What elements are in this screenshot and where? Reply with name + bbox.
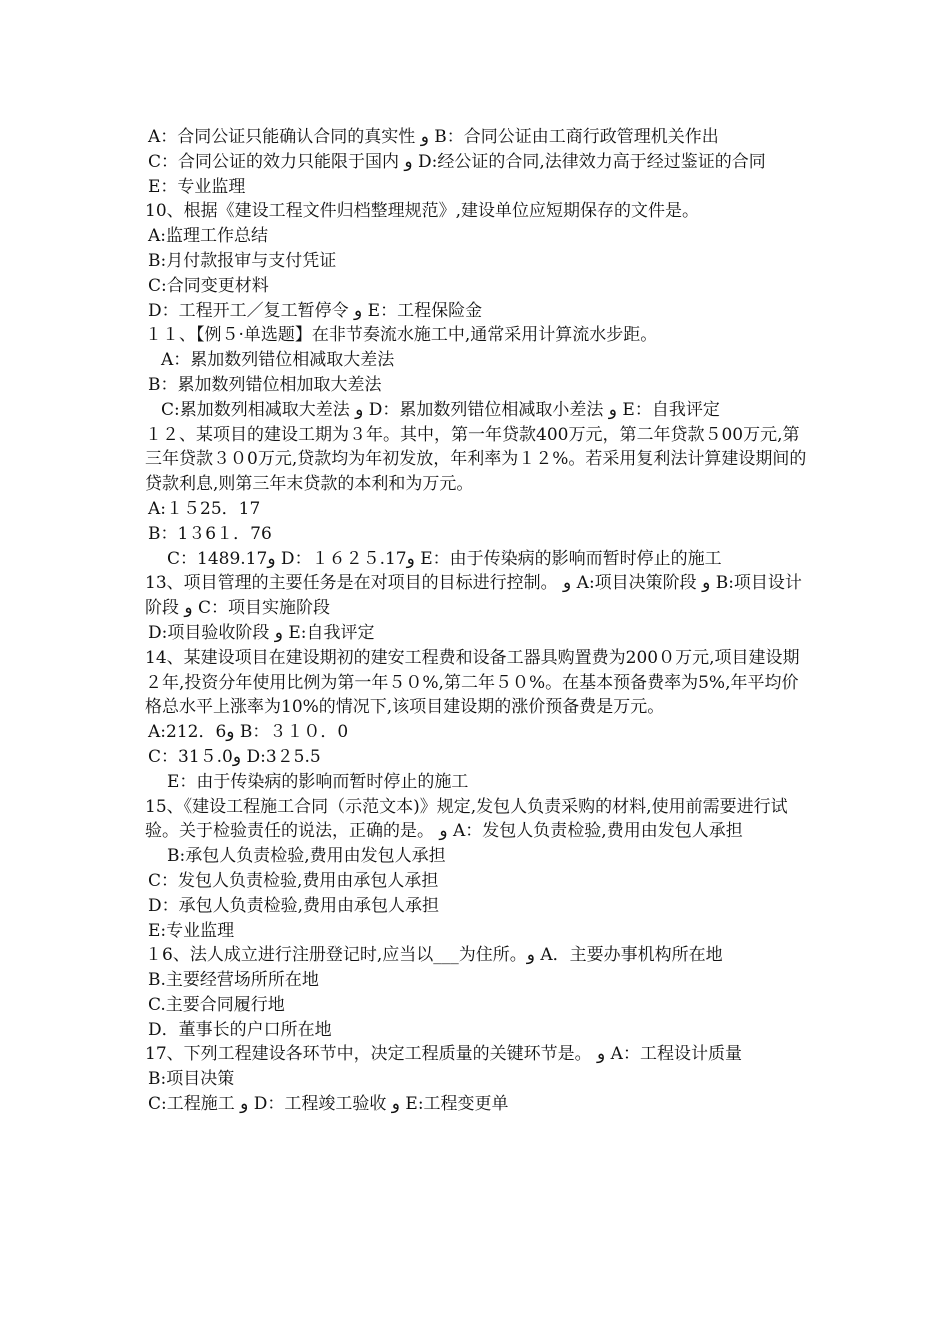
option-line: B:月付款报审与支付凭证 [148, 250, 337, 271]
question-12: １２、某项目的建设工期为３年。其中，第一年贷款400万元，第二年贷款５00万元,第三年贷款３０0万元,贷款均为年初发放，年利率为１２%。若采用复利法计算建设期间的贷款利息,则第三年末贷款的本利和为万元。 [145, 424, 807, 495]
option-line: B:承包人负责检验,费用由发包人承担 [167, 846, 446, 867]
question-10: 10、根据《建设工程文件归档整理规范》,建设单位应短期保存的文件是。 [145, 201, 700, 222]
option-line: A：累加数列错位相减取大差法 [161, 350, 395, 371]
option-line: D：承包人负责检验,费用由承包人承担 [148, 895, 440, 916]
question-14: 14、某建设项目在建设期初的建安工程费和设备工器具购置费为200０万元,项目建设期２年,投资分年使用比例为第一年５０%,第二年５０%。在基本预备费率为5%,年平均价格总水平上涨率为10%的情况下,该项目建设期的涨价预备费是万元。 [145, 647, 800, 718]
option-line: B:项目决策 [148, 1069, 235, 1090]
option-line: B：累加数列错位相加取大差法 [148, 374, 382, 395]
option-line: A:监理工作总结 [148, 226, 269, 247]
option-line: C：1489.17و D：１６２５.17و E：由于传染病的影响而暂时停止的施工 [167, 548, 722, 569]
option-line: C:累加数列相减取大差法 و D：累加数列错位相减取小差法 و E：自我评定 [161, 399, 720, 420]
option-line: C:工程施工 و D：工程竣工验收 و E:工程变更单 [148, 1094, 509, 1115]
question-13: 13、项目管理的主要任务是在对项目的目标进行控制。 و A:项目决策阶段 و B:项目设计阶段 و C：项目实施阶段 [145, 573, 802, 619]
option-line: C：发包人负责检验,费用由承包人承担 [148, 870, 439, 891]
option-line: D：工程开工／复工暂停令 و E：工程保险金 [148, 300, 483, 321]
question-11: １１、【例５·单选题】在非节奏流水施工中,通常采用计算流水步距。 [145, 325, 658, 346]
document-page [145, 125, 810, 1117]
option-line: A：合同公证只能确认合同的真实性 و B：合同公证由工商行政管理机关作出 [148, 127, 719, 147]
question-17: 17、下列工程建设各环节中，决定工程质量的关键环节是。 و A：工程设计质量 [145, 1044, 742, 1065]
option-line: C：合同公证的效力只能限于国内 و D:经公证的合同,法律效力高于经过鉴证的合同 [148, 151, 766, 172]
option-line: C.主要合同履行地 [148, 994, 285, 1015]
option-line: B：1３6１．76 [148, 523, 272, 544]
option-line: D:项目验收阶段 و E:自我评定 [148, 622, 375, 643]
option-line: B.主要经营场所所在地 [148, 970, 319, 991]
option-line: A:１５25．17 [148, 498, 261, 519]
option-line: C：31５.0و D:3２5.5 [148, 746, 321, 767]
option-line: D．董事长的户口所在地 [148, 1019, 332, 1040]
option-line: C:合同变更材料 [148, 275, 269, 296]
option-line: E：由于传染病的影响而暂时停止的施工 [167, 771, 469, 792]
question-15: 15、《建设工程施工合同（示范文本)》规定,发包人负责采购的材料,使用前需要进行试验。关于检验责任的说法，正确的是。 و A：发包人负责检验,费用由发包人承担 [145, 796, 788, 842]
option-line: A:212．6و B：３１０．0 [148, 722, 349, 743]
option-line: E:专业监理 [148, 920, 235, 941]
question-16: １6、法人成立进行注册登记时,应当以___为住所。و A．主要办事机构所在地 [145, 945, 723, 966]
option-line: E：专业监理 [148, 176, 246, 197]
